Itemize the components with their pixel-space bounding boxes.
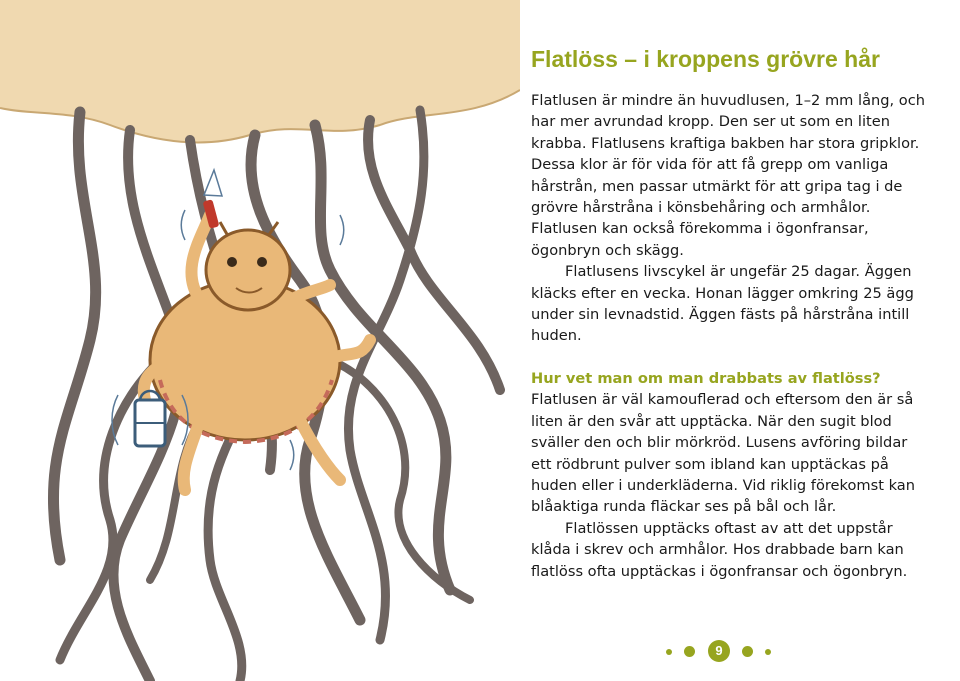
page-number: 9 bbox=[708, 640, 730, 662]
pager-dot-icon bbox=[684, 646, 695, 657]
article-body bbox=[531, 90, 931, 582]
page-number-indicator bbox=[664, 640, 784, 662]
page-title: Flatlöss – i kroppens grövre hår bbox=[531, 46, 880, 72]
paragraph-3: Flatlusen är väl kamouflerad och eftersom den är så liten är den svår att upptäcka. När den sugit blod sväller den och blir mörkröd. Lusens avföring bildar ett rödbrunt pulver som ibland kan upptäckas på huden eller i underkläderna. Vid riklig förekomst kan blåaktiga runda fläckar ses på bål och lår. bbox=[531, 391, 915, 516]
paragraph-1: Flatlusen är mindre än huvudlusen, 1–2 mm lång, och har mer avrundad kropp. Den ser ut som en liten krabba. Flatlusens kraftiga bakben har stora gripklor. Dessa klor är för vida för att få grepp om vanliga hårstrån, men passar utmärkt för att gripa tag i de grövre hårstråna i könsbehåring och armhålor. Flatlusen kan också förekomma i ögonfransar, ögonbryn och skägg. bbox=[531, 92, 926, 259]
paragraph-2: Flatlusens livscykel är ungefär 25 dagar. Äggen kläcks efter en vecka. Honan lägger omkring 25 ägg under sin levnadstid. Äggen fästs på hårstråna intill huden. bbox=[531, 263, 914, 345]
pager-dot-icon bbox=[742, 646, 753, 657]
pager-dot-icon bbox=[666, 649, 672, 655]
paragraph-4: Flatlössen upptäcks oftast av att det uppstår klåda i skrev och armhålor. Hos drabbade barn kan flatlöss ofta upptäckas i ögonfransar och ögonbryn. bbox=[531, 519, 908, 580]
section-subheading: Hur vet man om man drabbats av flatlöss? bbox=[531, 369, 881, 387]
louse-body bbox=[150, 222, 340, 442]
pager-dot-icon bbox=[765, 649, 771, 655]
